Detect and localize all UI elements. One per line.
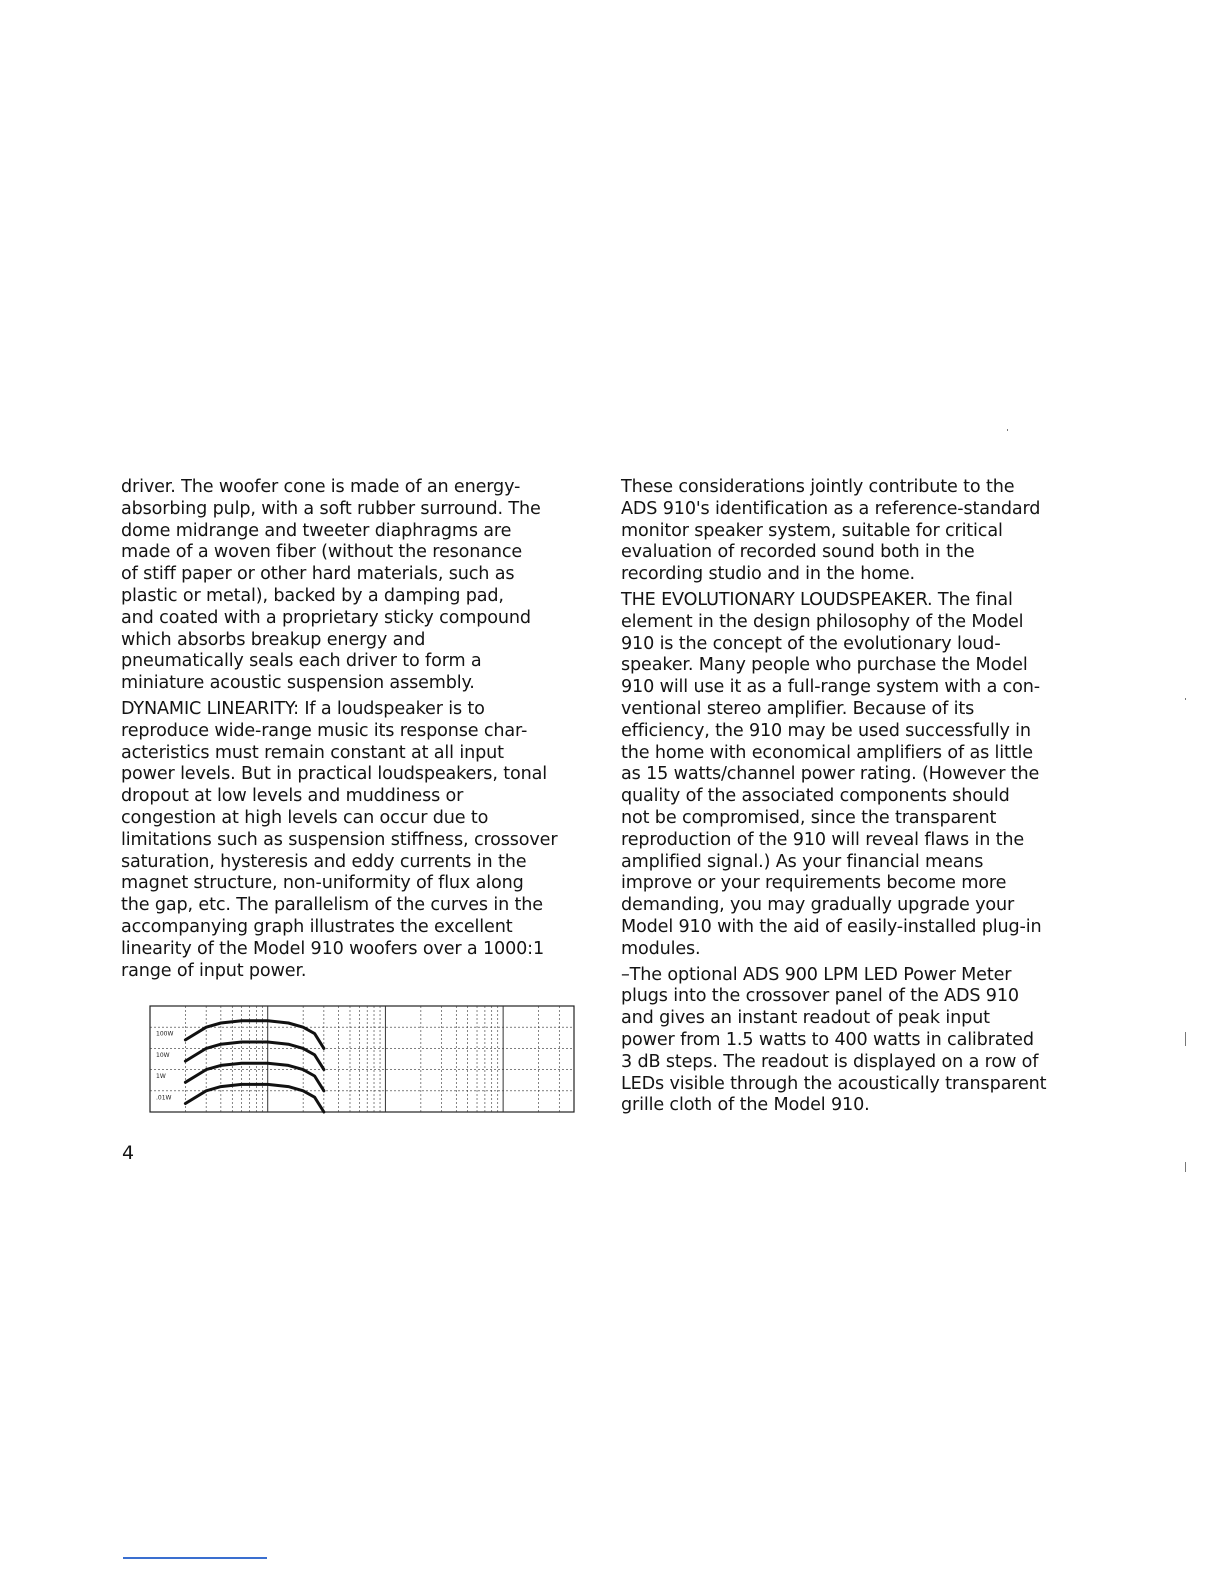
scan-speck xyxy=(1185,1162,1186,1172)
graph-series-label: 1W xyxy=(156,1073,166,1081)
scan-speck xyxy=(1185,1032,1186,1046)
graph-series-label: 10W xyxy=(156,1051,170,1059)
footer-rule xyxy=(123,1557,267,1559)
page-number: 4 xyxy=(122,1142,135,1164)
paragraph-drivers: driver. The woofer cone is made of an energy- absorbing pulp, with a soft rubber surround. The dome midrange and tweeter diaphragms are made of a woven fiber (without the resonance of stiff paper or other hard materials, such as plastic or metal), backed by a damping pad, and coated with a proprietary sticky compound which absorbs breakup energy and pneumatically seals each driver to form a miniature acoustic suspension assembly. xyxy=(121,477,541,694)
paragraph-power-meter: –The optional ADS 900 LPM LED Power Meter plugs into the crossover panel of the ADS 910 and gives an instant readout of peak input power from 1.5 watts to 400 watts in calibrated 3 dB steps. The readout is displayed on a row of LEDs visible through the acoustically transparent grille cloth of the Model 910. xyxy=(621,964,1047,1116)
graph-frame xyxy=(150,1006,574,1112)
graph-series-label: 100W xyxy=(156,1030,174,1038)
paragraph-considerations: These considerations jointly contribute to the ADS 910's identification as a reference-standard monitor speaker system, suitable for critical evaluation of recorded sound both in the recording studio and in the home. xyxy=(621,477,1041,585)
graph-grid xyxy=(150,1006,574,1112)
graph-series-label: .01W xyxy=(156,1094,172,1102)
paragraph-dynamic-linearity: DYNAMIC LINEARITY: If a loudspeaker is to reproduce wide-range music its response char- acteristics must remain constant at all input power levels. But in practical loudspeakers, tonal dropout at low levels and muddiness or congestion at high levels can occur due to limitations such as suspension stiffness, crossover saturation, hysteresis and eddy currents in the magnet structure, non-uniformity of flux along the gap, etc. The parallelism of the curves in the accompanying graph illustrates the excellent linearity of the Model 910 woofers over a 1000:1 range of input power. xyxy=(121,698,558,981)
left-column xyxy=(121,477,581,986)
paragraph-evolutionary-loudspeaker: THE EVOLUTIONARY LOUDSPEAKER. The final element in the design philosophy of the Model 910 is the concept of the evolutionary loud- speaker. Many people who purchase the Model 910 will use it as a full-range system with a con- ventional stereo amplifier. Because of its efficiency, the 910 may be used successfully in the home with economical amplifiers of as little as 15 watts/channel power rating. (However the quality of the associated components should not be compromised, since the transparent reproduction of the 910 will reveal flaws in the amplified signal.) As your financial means improve or your requirements become more demanding, you may gradually upgrade your Model 910 with the aid of easily-installed plug-in modules. xyxy=(621,589,1042,959)
scan-speck xyxy=(1007,429,1008,431)
right-column xyxy=(621,477,1091,1121)
response-graph xyxy=(128,1002,588,1126)
scan-speck xyxy=(1185,698,1186,700)
